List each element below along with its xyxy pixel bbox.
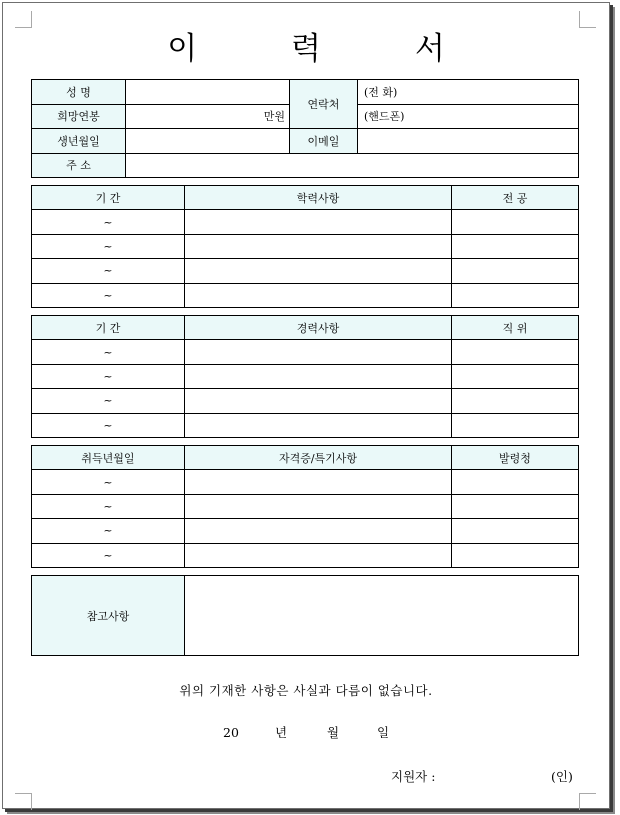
email-label: 이메일 bbox=[290, 129, 358, 154]
career-position-cell[interactable] bbox=[452, 340, 579, 364]
cert-date-cell[interactable]: ~ bbox=[32, 519, 185, 543]
cert-issuer-cell[interactable] bbox=[452, 494, 579, 518]
career-period-cell[interactable]: ~ bbox=[32, 340, 185, 364]
cert-name-cell[interactable] bbox=[185, 519, 452, 543]
career-position-cell[interactable] bbox=[452, 389, 579, 413]
education-table bbox=[31, 185, 579, 308]
cert-name-cell[interactable] bbox=[185, 470, 452, 494]
career-header-company: 경력사항 bbox=[185, 316, 452, 340]
table-row bbox=[32, 210, 579, 234]
month-label: 월 bbox=[326, 725, 340, 740]
career-period-cell[interactable]: ~ bbox=[32, 413, 185, 437]
year-prefix: 20 bbox=[223, 725, 239, 740]
salary-unit: 만원 bbox=[263, 110, 285, 124]
edu-major-cell[interactable] bbox=[452, 283, 579, 307]
page-title: 이 력 서 bbox=[167, 31, 487, 67]
career-period-cell[interactable]: ~ bbox=[32, 389, 185, 413]
edu-major-cell[interactable] bbox=[452, 259, 579, 283]
seal-label: (인) bbox=[551, 769, 573, 784]
edu-period-cell[interactable]: ~ bbox=[32, 283, 185, 307]
contact-label: 연락처 bbox=[290, 80, 358, 129]
table-row bbox=[32, 234, 579, 258]
address-field[interactable] bbox=[126, 153, 579, 178]
remarks-label: 참고사항 bbox=[32, 576, 185, 656]
cert-date-cell[interactable]: ~ bbox=[32, 543, 185, 567]
cert-date-cell[interactable]: ~ bbox=[32, 494, 185, 518]
edu-header-period: 기 간 bbox=[32, 186, 185, 210]
edu-school-cell[interactable] bbox=[185, 234, 452, 258]
career-table bbox=[31, 315, 579, 438]
cert-header-date: 취득년월일 bbox=[32, 446, 185, 470]
career-header-position: 직 위 bbox=[452, 316, 579, 340]
name-label: 성 명 bbox=[32, 80, 126, 105]
name-field[interactable] bbox=[126, 80, 290, 105]
career-company-cell[interactable] bbox=[185, 413, 452, 437]
edu-period-cell[interactable]: ~ bbox=[32, 259, 185, 283]
cert-header-issuer: 발령청 bbox=[452, 446, 579, 470]
cert-issuer-cell[interactable] bbox=[452, 470, 579, 494]
career-header-period: 기 간 bbox=[32, 316, 185, 340]
career-position-cell[interactable] bbox=[452, 364, 579, 388]
table-row bbox=[32, 283, 579, 307]
cert-issuer-cell[interactable] bbox=[452, 519, 579, 543]
table-row bbox=[32, 364, 579, 388]
address-label: 주 소 bbox=[32, 153, 126, 178]
table-row bbox=[32, 470, 579, 494]
edu-school-cell[interactable] bbox=[185, 259, 452, 283]
cert-name-cell[interactable] bbox=[185, 494, 452, 518]
table-row bbox=[32, 259, 579, 283]
declaration-statement: 위의 기재한 사항은 사실과 다름이 없습니다. bbox=[179, 683, 433, 698]
cert-date-cell[interactable]: ~ bbox=[32, 470, 185, 494]
edu-school-cell[interactable] bbox=[185, 210, 452, 234]
personal-info-table bbox=[31, 79, 579, 178]
phone-field[interactable] bbox=[358, 80, 579, 105]
table-row bbox=[32, 389, 579, 413]
birth-field[interactable] bbox=[126, 129, 290, 154]
mobile-field[interactable] bbox=[358, 104, 579, 129]
career-position-cell[interactable] bbox=[452, 413, 579, 437]
edu-major-cell[interactable] bbox=[452, 234, 579, 258]
career-company-cell[interactable] bbox=[185, 389, 452, 413]
date-line bbox=[223, 723, 389, 741]
edu-header-school: 학력사항 bbox=[185, 186, 452, 210]
remarks-table bbox=[31, 575, 579, 656]
resume-page bbox=[2, 2, 610, 809]
year-label: 년 bbox=[274, 725, 288, 740]
edu-major-cell[interactable] bbox=[452, 210, 579, 234]
career-company-cell[interactable] bbox=[185, 340, 452, 364]
applicant-label: 지원자 : bbox=[391, 769, 436, 784]
table-row bbox=[32, 340, 579, 364]
edu-period-cell[interactable]: ~ bbox=[32, 210, 185, 234]
birth-label: 생년월일 bbox=[32, 129, 126, 154]
table-row bbox=[32, 413, 579, 437]
day-label: 일 bbox=[376, 725, 390, 740]
crop-mark-bottom-left bbox=[15, 793, 32, 810]
edu-period-cell[interactable]: ~ bbox=[32, 234, 185, 258]
salary-field[interactable] bbox=[126, 104, 290, 129]
phone-label: (전 화) bbox=[364, 85, 398, 99]
edu-header-major: 전 공 bbox=[452, 186, 579, 210]
crop-mark-bottom-right bbox=[579, 793, 596, 810]
cert-name-cell[interactable] bbox=[185, 543, 452, 567]
table-row bbox=[32, 519, 579, 543]
email-field[interactable] bbox=[358, 129, 579, 154]
salary-label: 희망연봉 bbox=[32, 104, 126, 129]
table-row bbox=[32, 494, 579, 518]
mobile-label: (핸드폰) bbox=[364, 110, 405, 124]
certificates-table bbox=[31, 445, 579, 568]
table-row bbox=[32, 543, 579, 567]
career-company-cell[interactable] bbox=[185, 364, 452, 388]
remarks-field[interactable] bbox=[185, 576, 579, 656]
edu-school-cell[interactable] bbox=[185, 283, 452, 307]
cert-header-name: 자격증/특기사항 bbox=[185, 446, 452, 470]
career-period-cell[interactable]: ~ bbox=[32, 364, 185, 388]
cert-issuer-cell[interactable] bbox=[452, 543, 579, 567]
